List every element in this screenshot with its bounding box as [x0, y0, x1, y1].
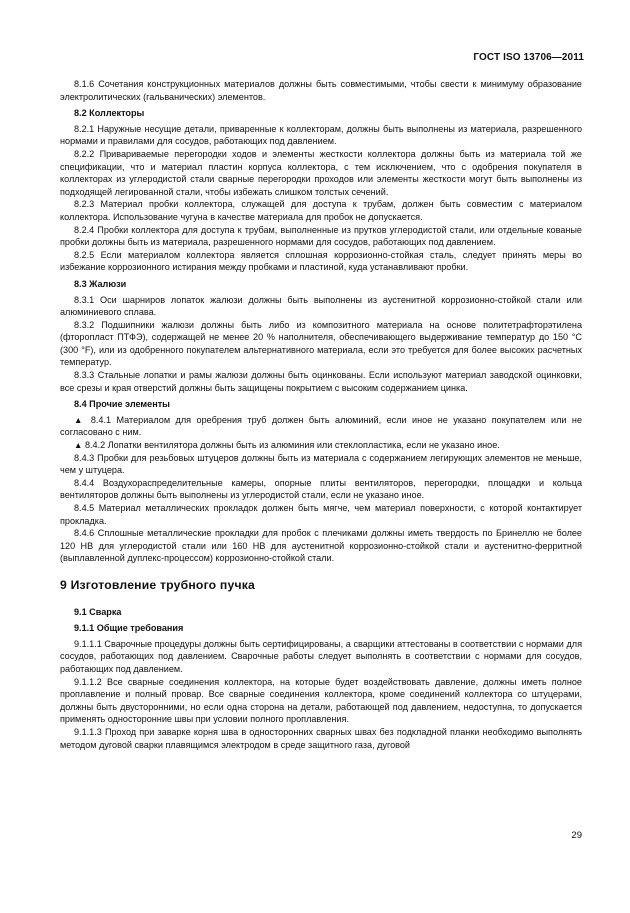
triangle-marker-icon: ▲: [74, 414, 86, 425]
paragraph: [60, 249, 582, 274]
block-text: 8.4 Прочие элементы: [74, 399, 170, 410]
paragraph: [60, 148, 582, 198]
paragraph: [60, 78, 582, 103]
block-text: 8.3.1 Оси шарниров лопаток жалюзи должны быть выполнены из аустенитной коррозионно-стойкой стали или алюминиевого сплава.: [60, 294, 582, 318]
block-text: 9.1.1.2 Все сварные соединения коллектора, на которые будет воздействовать давление, должны иметь полное проплавление и полный провар. Все сварные соединения коллектора, кроме соединений коллектора со штуцерами, должны быть двусторонними, но если одна сторона на детали, работающей под давлением, недоступна, то допускается применять односторонние швы при условии полного проплавления.: [60, 676, 582, 725]
block-text: 8.4.6 Сплошные металлические прокладки для пробок с плечиками должны иметь твердость по Бринеллю не более 120 HB для углеродистой стали или 160 HB для аустенитной коррозионно-стойкой стали и аустенитно-ферритной (выплавленной дуплекс-процессом) коррозионно-стойкой стали.: [60, 528, 582, 564]
block-text: 8.4.3 Пробки для резьбовых штуцеров должны быть из материала с содержанием легирующих элементов не меньше, чем у штуцера.: [60, 452, 582, 476]
block-text: 8.3 Жалюзи: [74, 278, 127, 289]
document-header-id: ГОСТ ISO 13706—2011: [473, 52, 584, 63]
paragraph: [60, 638, 582, 676]
paragraph: [60, 123, 582, 148]
subsection-heading: [74, 398, 582, 411]
block-text: 8.2.2 Привариваемые перегородки ходов и элементы жесткости коллектора должны быть из материала той же спецификации, что и материал пластин корпуса коллектора, с тем исключением, что с одобрения покупателя в коллекторах из углеродистой стали сварные перегородки проходов или элементы жесткости могут быть выполнены из подходящей легированной стали, чтобы избежать слишком толстых сечений.: [60, 148, 582, 197]
block-text: 8.2.1 Наружные несущие детали, приваренные к коллекторам, должны быть выполнены из материала, разрешенного нормами и правилами для сосудов, работающих под давлением.: [60, 123, 582, 147]
page-number: 29: [571, 830, 582, 841]
subsection-heading: [74, 622, 582, 635]
section-heading: [60, 579, 582, 592]
paragraph: [60, 477, 582, 502]
document-body: [60, 78, 582, 751]
paragraph: [60, 676, 582, 726]
paragraph: [60, 369, 582, 394]
paragraph: [60, 224, 582, 249]
subsection-heading: [74, 606, 582, 619]
block-text: 9.1.1 Общие требования: [74, 623, 184, 634]
paragraph: [60, 502, 582, 527]
paragraph: [60, 726, 582, 751]
block-text: 8.2.3 Материал пробки коллектора, служащей для доступа к трубам, должен быть совместим с материалом коллектора. Использование чугуна в качестве материала для пробок не допускается.: [60, 199, 582, 222]
block-text: 8.1.6 Сочетания конструкционных материалов должны быть совместимыми, чтобы свести к минимуму образование электролитических (гальванических) элементов.: [60, 79, 582, 102]
block-text: 8.3.3 Стальные лопатки и рамы жалюзи должны быть оцинкованы. Если используют материал заводской оцинковки, все срезы и края отверстий должны быть защищены покрытием с высоким содержанием цинка.: [60, 370, 582, 393]
paragraph: [60, 527, 582, 565]
block-text: 8.3.2 Подшипники жалюзи должны быть либо из композитного материала на основе политетрафторэтилена (фторопласт ПТФЭ), содержащей не менее 20 % наполнителя, обеспечивающего выдерживание температур до 150 °С (300 °F), или из одобренного покупателем альтернативного материала, если это требуется для более высоких расчетных температур.: [60, 319, 582, 368]
paragraph: [60, 319, 582, 369]
block-text: 8.2.5 Если материалом коллектора является сплошная коррозионно-стойкая сталь, следует принять меры во избежание коррозионного истирания между пробками и пластиной, куда устанавливают пробки.: [60, 249, 582, 273]
paragraph: [60, 198, 582, 223]
triangle-marker-icon: ▲: [74, 440, 83, 451]
block-text: 9.1 Сварка: [74, 606, 122, 617]
subsection-heading: [74, 107, 582, 120]
paragraph: [60, 294, 582, 319]
block-text: 8.4.2 Лопатки вентилятора должны быть из алюминия или стеклопластика, если не указано иное.: [82, 440, 500, 451]
paragraph: [60, 414, 582, 439]
block-text: 8.2 Коллекторы: [74, 108, 145, 119]
block-text: 8.4.5 Материал металлических прокладок должен быть мягче, чем материал поверхности, с которой контактирует прокладка.: [60, 503, 582, 526]
paragraph: [60, 439, 582, 452]
block-text: 8.2.4 Пробки коллектора для доступа к трубам, выполненные из прутков углеродистой стали, или отдельные кованые пробки должны быть из материала, разрешенного нормами для сосудов, работающих под давлением.: [60, 224, 582, 248]
block-text: 9 Изготовление трубного пучка: [60, 577, 256, 592]
subsection-heading: [74, 278, 582, 291]
block-text: 8.4.4 Воздухораспределительные камеры, опорные плиты вентиляторов, перегородки, площадки и кольца вентиляторов должны быть выполнены из углеродистой стали, если не указано иное.: [60, 477, 582, 501]
block-text: 9.1.1.3 Проход при заварке корня шва в односторонних сварных швах без подкладной планки необходимо выполнять методом дуговой сварки плавящимся электродом в среде защитного газа, дуговой: [60, 726, 582, 750]
block-text: 8.4.1 Материалом для оребрения труб должен быть алюминий, если иное не указано покупателем или не согласовано с ним.: [60, 414, 583, 438]
block-text: 9.1.1.1 Сварочные процедуры должны быть сертифицированы, а сварщики аттестованы в соответствии с нормами для сосудов, работающих под давлением. Сварочные работы следует выполнять в соответствии с нормами для сосудов, работающих под давлением.: [60, 638, 582, 674]
paragraph: [60, 452, 582, 477]
